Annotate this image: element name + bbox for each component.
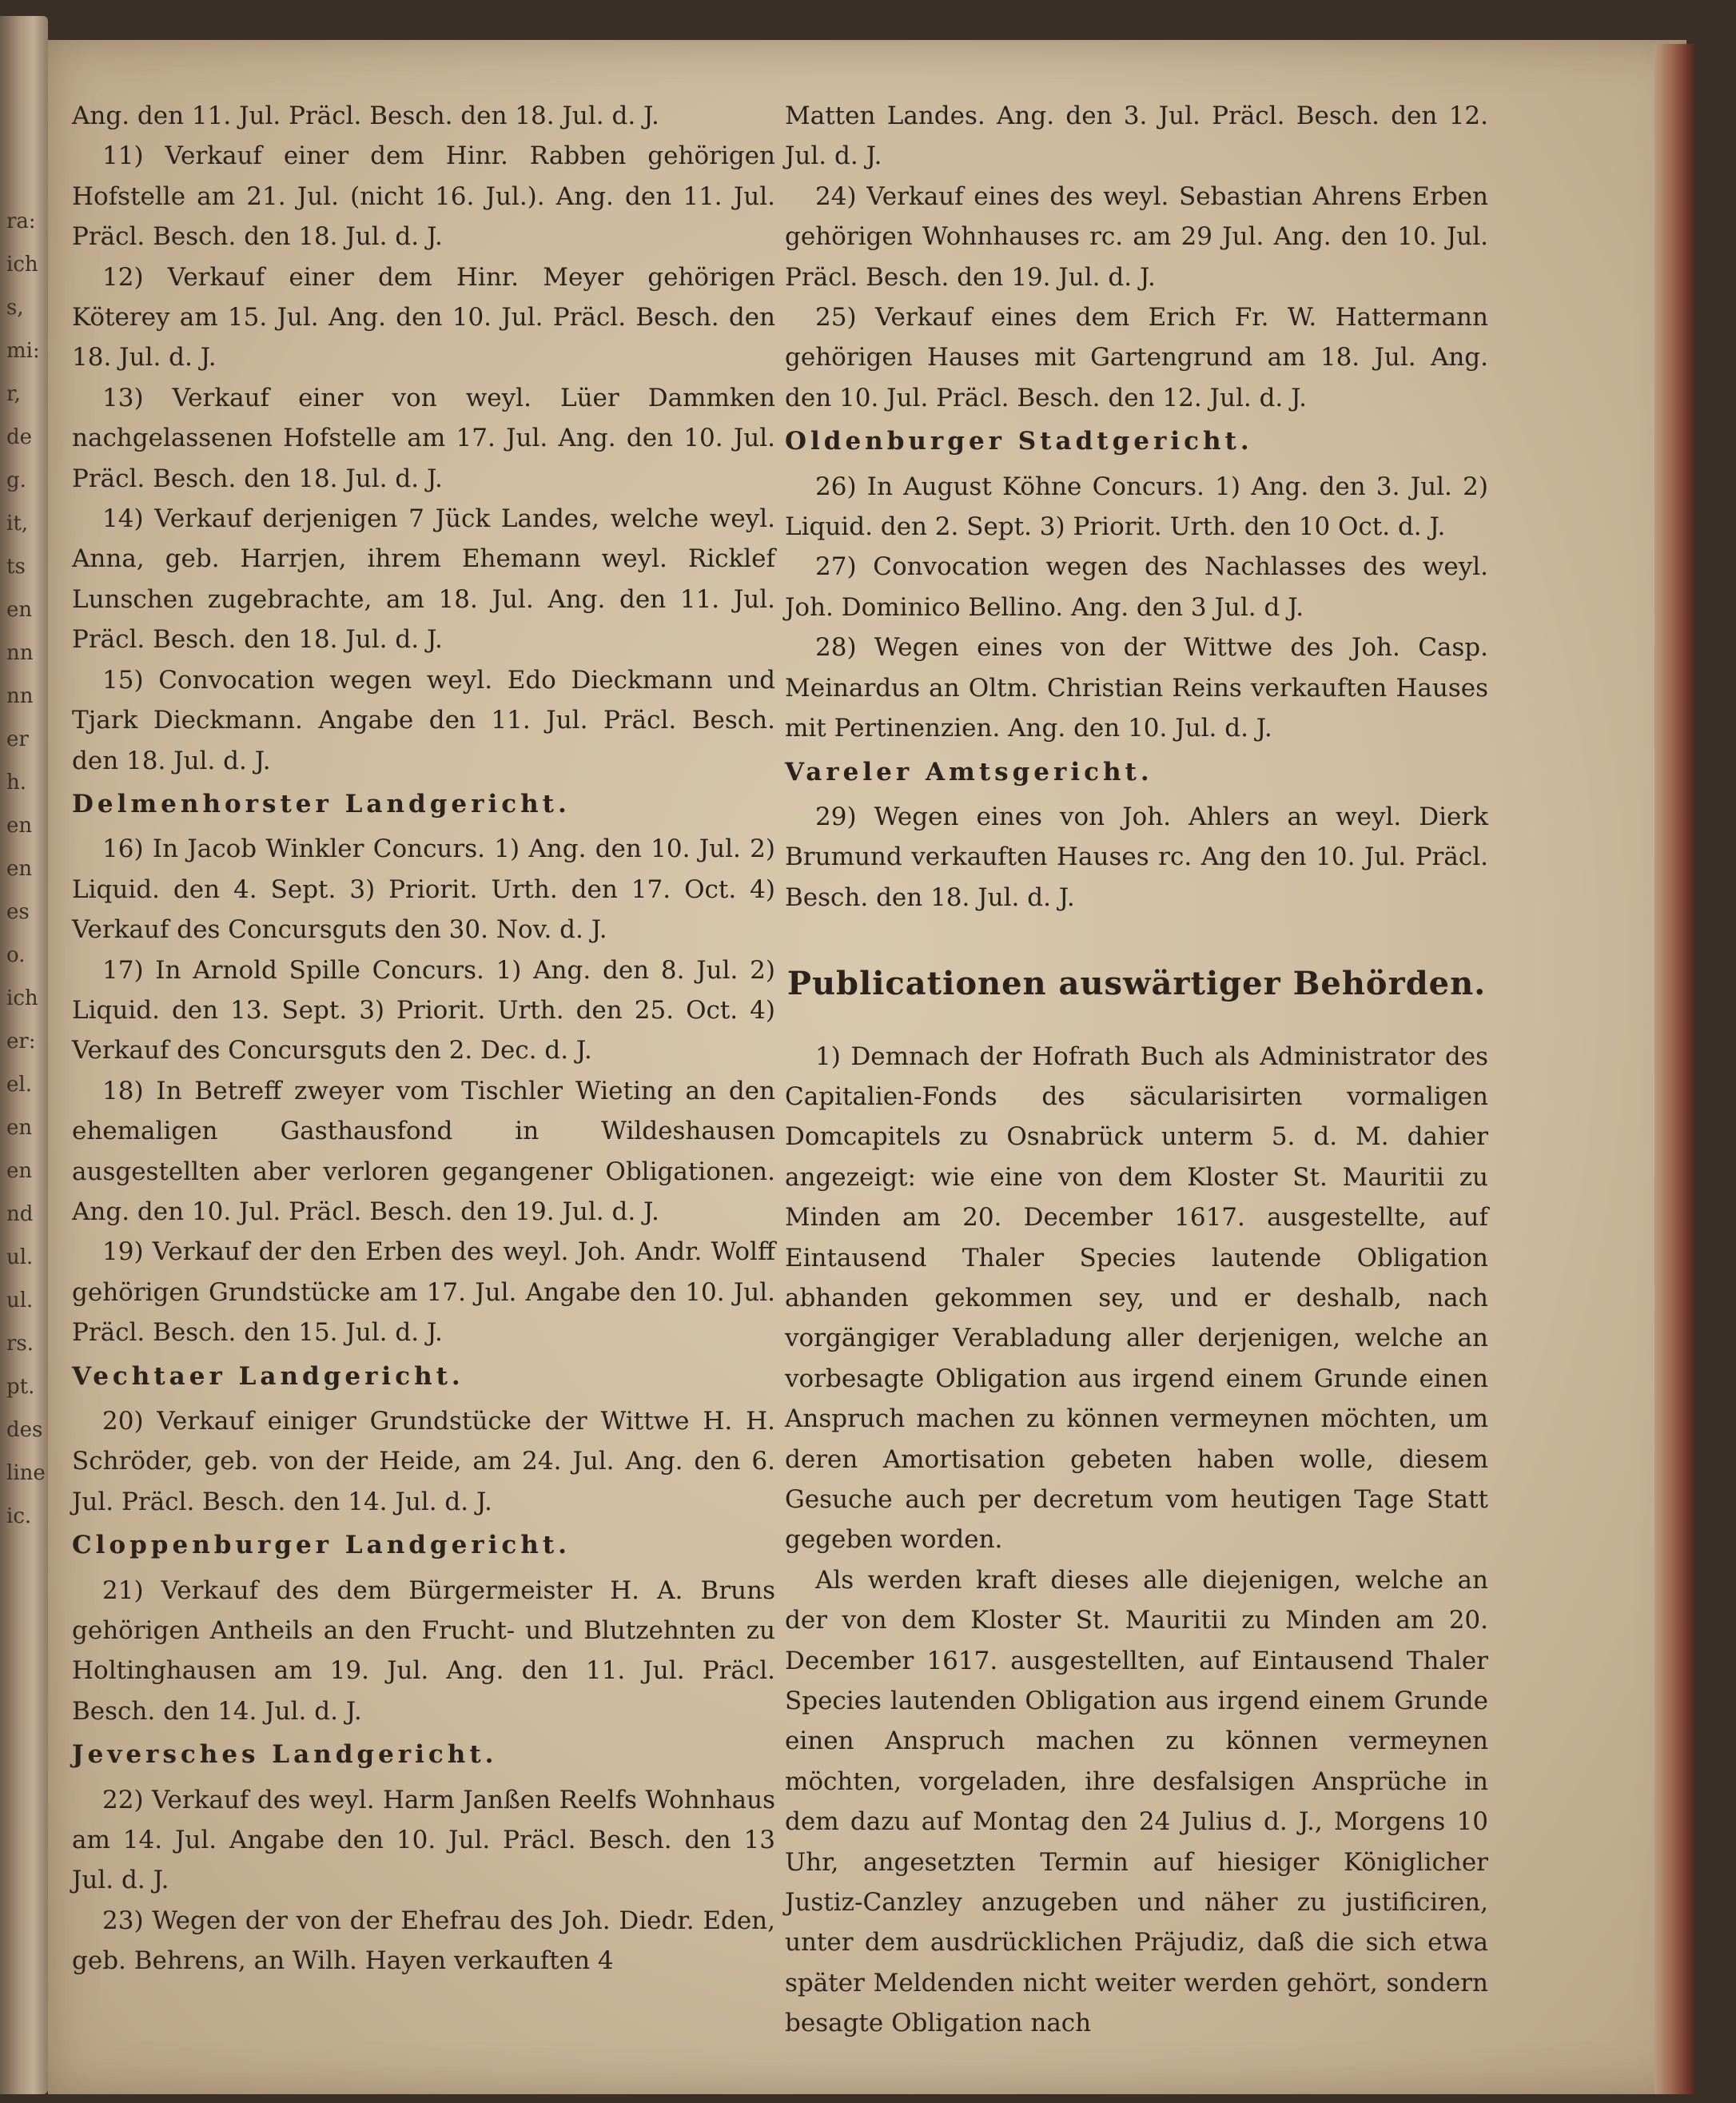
notice-paragraph: 13) Verkauf einer von weyl. Lüer Dammken nachgelassenen Hofstelle am 17. Jul. Ang. den 10. Jul. Präcl. Besch. den 18. Jul. d. J. bbox=[72, 383, 775, 493]
margin-fragment: h. bbox=[6, 771, 27, 795]
margin-fragment: de bbox=[6, 425, 33, 449]
margin-fragment: nn bbox=[6, 641, 34, 665]
margin-fragment: rs. bbox=[6, 1332, 34, 1356]
court-heading: Delmenhorster Landgericht. bbox=[72, 789, 571, 818]
notice-paragraph: 27) Convocation wegen des Nachlasses des weyl. Joh. Dominico Bellino. Ang. den 3 Jul. d J. bbox=[785, 552, 1488, 622]
margin-fragment: es bbox=[6, 900, 30, 924]
notice-paragraph: 11) Verkauf einer dem Hinr. Rabben gehörigen Hofstelle am 21. Jul. (nicht 16. Jul.). Ang. den 11. Jul. Präcl. Besch. den 18. Jul. d. J. bbox=[72, 141, 775, 252]
margin-fragment: ra: bbox=[6, 209, 36, 233]
section-heading: Publicationen auswärtiger Behörden. bbox=[786, 965, 1487, 1003]
notice-paragraph: 23) Wegen der von der Ehefrau des Joh. Diedr. Eden, geb. Behrens, an Wilh. Hayen verkauften 4 bbox=[72, 1906, 775, 1976]
margin-fragment: g. bbox=[6, 468, 26, 492]
margin-fragment: o. bbox=[6, 943, 26, 967]
notice-paragraph: 24) Verkauf eines des weyl. Sebastian Ahrens Erben gehörigen Wohnhauses rc. am 29 Jul. Ang. den 10. Jul. Präcl. Besch. den 19. Jul. d. J. bbox=[785, 181, 1488, 292]
notice-paragraph: 28) Wegen eines von der Wittwe des Joh. Casp. Meinardus an Oltm. Christian Reins verkauften Hauses mit Pertinenzien. Ang. den 10. Jul. d. J. bbox=[785, 633, 1488, 743]
notice-paragraph: 15) Convocation wegen weyl. Edo Dieckmann und Tjark Dieckmann. Angabe den 11. Jul. Präcl. Besch. den 18. Jul. d. J. bbox=[72, 665, 775, 775]
left-page-margin-text bbox=[6, 200, 46, 2038]
notice-paragraph: 18) In Betreff zweyer vom Tischler Wieting an den ehemaligen Gasthausfond in Wildeshausen ausgestellten aber verloren gegangener Obligationen. Ang. den 10. Jul. Präcl. Besch. den 19. Jul. d. J. bbox=[72, 1076, 775, 1226]
court-heading: Cloppenburger Landgericht. bbox=[72, 1531, 571, 1560]
notice-paragraph: 17) In Arnold Spille Concurs. 1) Ang. den 8. Jul. 2) Liquid. den 13. Sept. 3) Priorit. Urth. den 25. Oct. 4) Verkauf des Concursguts den 2. Dec. d. J. bbox=[72, 955, 775, 1065]
margin-fragment: ul. bbox=[6, 1245, 34, 1269]
margin-fragment: nn bbox=[6, 684, 34, 708]
notice-paragraph: 19) Verkauf der den Erben des weyl. Joh. Andr. Wolff gehörigen Grundstücke am 17. Jul. Angabe den 10. Jul. Präcl. Besch. den 15. Jul. d. J. bbox=[72, 1237, 775, 1348]
left-column bbox=[72, 96, 775, 1982]
right-column bbox=[785, 96, 1488, 2044]
margin-fragment: ich bbox=[6, 986, 38, 1010]
margin-fragment: en bbox=[6, 1159, 33, 1183]
notice-paragraph: 21) Verkauf des dem Bürgermeister H. A. Bruns gehörigen Antheils an den Frucht- und Blutzehnten zu Holtinghausen am 19. Jul. Ang. den 11. Jul. Präcl. Besch. den 14. Jul. d. J. bbox=[72, 1575, 775, 1726]
margin-fragment: en bbox=[6, 814, 33, 838]
notice-paragraph: 26) In August Köhne Concurs. 1) Ang. den 3. Jul. 2) Liquid. den 2. Sept. 3) Priorit. Urth. den 10 Oct. d. J. bbox=[785, 472, 1488, 542]
notice-paragraph: 29) Wegen eines von Joh. Ahlers an weyl. Dierk Brumund verkauften Hauses rc. Ang den 10. Jul. Präcl. Besch. den 18. Jul. d. J. bbox=[785, 802, 1488, 912]
margin-fragment: nd bbox=[6, 1202, 34, 1226]
margin-fragment: ts bbox=[6, 555, 26, 579]
margin-fragment: line bbox=[6, 1461, 46, 1485]
left-page-edge bbox=[0, 16, 48, 2094]
margin-fragment: s, bbox=[6, 296, 24, 320]
notice-paragraph: Ang. den 11. Jul. Präcl. Besch. den 18. Jul. d. J. bbox=[72, 102, 659, 130]
court-heading: Oldenburger Stadtgericht. bbox=[785, 427, 1253, 456]
court-heading: Vareler Amtsgericht. bbox=[785, 757, 1153, 787]
margin-fragment: des bbox=[6, 1418, 43, 1442]
margin-fragment: er: bbox=[6, 1030, 36, 1053]
notice-paragraph: 22) Verkauf des weyl. Harm Janßen Reelfs Wohnhaus am 14. Jul. Angabe den 10. Jul. Präcl. Besch. den 13 Jul. d. J. bbox=[72, 1785, 775, 1895]
margin-fragment: mi: bbox=[6, 339, 40, 363]
margin-fragment: r, bbox=[6, 382, 21, 406]
notice-paragraph: 12) Verkauf einer dem Hinr. Meyer gehörigen Köterey am 15. Jul. Ang. den 10. Jul. Präcl. Besch. den 18. Jul. d. J. bbox=[72, 262, 775, 372]
notice-paragraph: 25) Verkauf eines dem Erich Fr. W. Hattermann gehörigen Hauses mit Gartengrund am 18. Jul. Ang. den 10. Jul. Präcl. Besch. den 12. Jul. d. J. bbox=[785, 303, 1488, 412]
notice-paragraph: 20) Verkauf einiger Grundstücke der Wittwe H. H. Schröder, geb. von der Heide, am 24. Jul. Ang. den 6. Jul. Präcl. Besch. den 14. Jul. d. J. bbox=[72, 1407, 775, 1516]
page-edge-binding bbox=[1654, 44, 1694, 2094]
margin-fragment: er bbox=[6, 727, 29, 751]
margin-fragment: en bbox=[6, 1116, 33, 1140]
notice-paragraph: 14) Verkauf derjenigen 7 Jück Landes, welche weyl. Anna, geb. Harrjen, ihrem Ehemann weyl. Ricklef Lunschen zugebrachte, am 18. Jul. Ang. den 11. Jul. Präcl. Besch. den 18. Jul. d. J. bbox=[72, 504, 775, 655]
notice-paragraph: 16) In Jacob Winkler Concurs. 1) Ang. den 10. Jul. 2) Liquid. den 4. Sept. 3) Priorit. Urth. den 17. Oct. 4) Verkauf des Concursguts den 30. Nov. d. J. bbox=[72, 834, 775, 945]
margin-fragment: it, bbox=[6, 512, 29, 536]
margin-fragment: ic. bbox=[6, 1504, 32, 1528]
margin-fragment: ich bbox=[6, 253, 38, 277]
margin-fragment: pt. bbox=[6, 1375, 35, 1399]
notice-paragraph: 1) Demnach der Hofrath Buch als Administrator des Capitalien-Fonds des säcularisirten vormaligen Domcapitels zu Osnabrück unterm 5. d. M. dahier angezeigt: wie eine von dem Kloster St. Mauritii zu Minden am 20. December 1617. ausgestellte, auf Eintausend Thaler Species lautende Obligation abhanden gekommen sey, und er deshalb, nach vorgängiger Verabladung aller derjenigen, welche an vorbesagte Obligation aus irgend einem Grunde einen Anspruch machen zu können vermeynen möchten, um deren Amortisation gebeten haben wolle, diesem Gesuche auch per decretum vom heutigen Tage Statt gegeben worden. bbox=[785, 1042, 1488, 1555]
document-page bbox=[48, 40, 1686, 2094]
notice-paragraph: Matten Landes. Ang. den 3. Jul. Präcl. Besch. den 12. Jul. d. J. bbox=[785, 102, 1488, 171]
margin-fragment: ul. bbox=[6, 1288, 34, 1312]
court-heading: Jeversches Landgericht. bbox=[72, 1740, 498, 1770]
court-heading: Vechtaer Landgericht. bbox=[72, 1361, 464, 1391]
margin-fragment: en bbox=[6, 857, 33, 881]
margin-fragment: el. bbox=[6, 1073, 32, 1097]
margin-fragment: en bbox=[6, 598, 33, 622]
notice-paragraph: Als werden kraft dieses alle diejenigen, welche an der von dem Kloster St. Mauritii zu Minden am 20. December 1617. ausgestellten, auf Eintausend Thaler Species lautenden Obligation aus irgend einem Grunde einen Anspruch machen zu können vermeynen möchten, vorgeladen, ihre desfalsigen Ansprüche in dem dazu auf Montag den 24 Julius d. J., Morgens 10 Uhr, angesetzten Termin auf hiesiger Königlicher Justiz-Canzley anzugeben und näher zu justificiren, unter dem ausdrücklichen Präjudiz, daß die sich etwa später Meldenden nicht weiter werden gehört, sondern besagte Obligation nach bbox=[785, 1565, 1488, 2038]
